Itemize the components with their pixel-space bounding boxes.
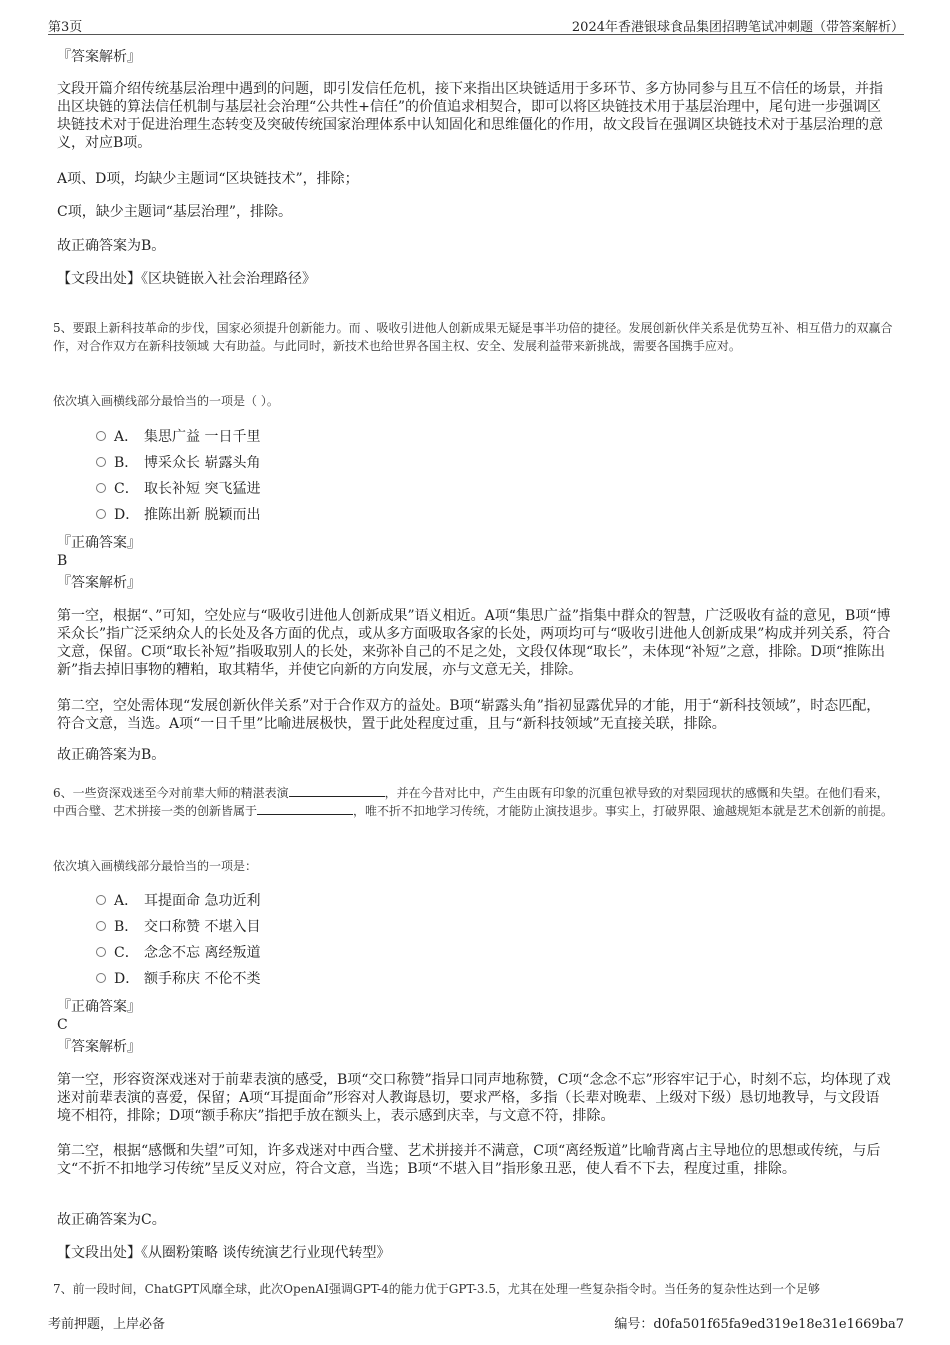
document-id: 编号：d0fa501f65fa9ed319e18e31e1669ba7 [614, 1317, 904, 1332]
radio-icon[interactable] [96, 921, 106, 931]
radio-icon[interactable] [96, 431, 106, 441]
q5-option-a[interactable]: A． 集思广益 一日千里 [96, 427, 260, 447]
correct-answer: C [57, 1017, 68, 1033]
question-6-prompt: 依次填入画横线部分最恰当的一项是： [53, 859, 258, 873]
answer-summary: 故正确答案为C。 [57, 1212, 166, 1228]
analysis-paragraph: 第一空，根据“、”可知，空处应与“吸收引进他人创新成果”语义相近。A项“集思广益”指集中群众的智慧，广泛吸收有益的意见，B项“博采众长”指广泛采纳众人的长处及各方面的优点，或从多方面吸取各家的长处，两项均可与“吸收引进他人创新成果”构成并列关系，符合文意，保留。C项“取长补短”指吸取别人的长处，来弥补自己的不足之处，文段仅体现“取长”，未体现“补短”之意，排除。D项“推陈出新”指去掉旧事物的糟粕，取其精华，并使它向新的方向发展，亦与文意无关，排除。 [57, 608, 891, 678]
analysis-label: 『答案解析』 [57, 1039, 141, 1055]
radio-icon[interactable] [96, 895, 106, 905]
radio-icon[interactable] [96, 483, 106, 493]
analysis-paragraph: 第一空，形容资深戏迷对于前辈表演的感受，B项“交口称赞”指异口同声地称赞，C项“念念不忘”形容牢记于心，时刻不忘，均体现了戏迷对前辈表演的喜爱，保留；A项“耳提面命”形容对人教诲恳切，要求严格，多指（长辈对晚辈、上级对下级）恳切地教导，与文段语境不相符，排除；D项“额手称庆”指把手放在额头上，表示感到庆幸，与文意不符，排除。 [57, 1072, 891, 1124]
question-7-stem: 7、前一段时间，ChatGPT风靡全球，此次OpenAI强调GPT-4的能力优于GPT-3.5，尤其在处理一些复杂指令时。当任务的复杂性达到一个足够 [53, 1282, 821, 1296]
question-5-prompt: 依次填入画横线部分最恰当的一项是（ ）。 [53, 394, 279, 408]
correct-answer: B [57, 553, 68, 569]
analysis-paragraph: 第二空，空处需体现“发展创新伙伴关系”对于合作双方的益处。B项“崭露头角”指初显露优异的才能，用于“新科技领域”，时态匹配，符合文意，当选。A项“一日千里”比喻进展极快，置于此处程度过重，且与“新科技领域”无直接关联，排除。 [57, 698, 881, 732]
q5-option-d[interactable]: D． 推陈出新 脱颖而出 [96, 505, 260, 525]
analysis-paragraph: 文段开篇介绍传统基层治理中遇到的问题，即引发信任危机，接下来指出区块链适用于多环节、多方协同参与且互不信任的场景，并指出区块链的算法信任机制与基层社会治理“公共性+信任”的价值追求相契合，即可以将区块链技术用于基层治理中，尾句进一步强调区块链技术对于促进治理生态转变及突破传统国家治理体系中认知固化和思维僵化的作用，故文段旨在强调区块链技术对于基层治理的意义，对应B项。 [57, 81, 883, 151]
answer-summary: 故正确答案为B。 [57, 238, 166, 254]
q6-option-d[interactable]: D． 额手称庆 不伦不类 [96, 969, 260, 989]
q6-option-a[interactable]: A． 耳提面命 急功近利 [96, 891, 260, 911]
source-citation: 【文段出处】《区块链嵌入社会治理路径》 [57, 271, 316, 287]
fill-blank [289, 784, 385, 797]
analysis-paragraph: A项、D项，均缺少主题词“区块链技术”，排除； [57, 171, 359, 187]
q6-option-b[interactable]: B． 交口称赞 不堪入目 [96, 917, 260, 937]
analysis-paragraph: C项，缺少主题词“基层治理”，排除。 [57, 204, 293, 220]
source-citation: 【文段出处】《从圈粉策略 谈传统演艺行业现代转型》 [57, 1245, 391, 1261]
answer-summary: 故正确答案为B。 [57, 747, 166, 763]
analysis-label: 『答案解析』 [57, 575, 141, 591]
radio-icon[interactable] [96, 457, 106, 467]
question-5-stem: 5、要跟上新科技革命的步伐，国家必须提升创新能力。而 、吸收引进他人创新成果无疑是事半功倍的捷径。发展创新伙伴关系是优势互补、相互借力的双赢合作，对合作双方在新科技领域 大有助益。与此同时，新技术也给世界各国主权、安全、发展利益带来新挑战，需要各国携手应对。 [53, 321, 893, 353]
radio-icon[interactable] [96, 509, 106, 519]
radio-icon[interactable] [96, 947, 106, 957]
radio-icon[interactable] [96, 973, 106, 983]
analysis-label: 『答案解析』 [57, 49, 141, 65]
q6-option-c[interactable]: C． 念念不忘 离经叛道 [96, 943, 260, 963]
correct-answer-label: 『正确答案』 [57, 535, 141, 551]
q5-option-b[interactable]: B． 博采众长 崭露头角 [96, 453, 260, 473]
page-header [48, 14, 904, 35]
q5-option-c[interactable]: C． 取长补短 突飞猛进 [96, 479, 260, 499]
analysis-paragraph: 第二空，根据“感慨和失望”可知，许多戏迷对中西合璧、艺术拼接并不满意，C项“离经叛道”比喻背离占主导地位的思想或传统，与后文“不折不扣地学习传统”呈反义对应，符合文意，当选；B项“不堪入目”指形象丑恶，使人看不下去，程度过重，排除。 [57, 1143, 881, 1177]
question-6-stem: 6、一些资深戏迷至今对前辈大师的精湛表演 ，并在今昔对比中，产生由既有印象的沉重包袱导致的对梨园现状的感慨和失望。在他们看来，中西合璧、艺术拼接一类的创新皆属于 ，唯不折不扣地学习传统，才能防止演技退步。事实上，打破界限、逾越规矩本就是艺术创新的前提。 [53, 786, 894, 818]
document-title: 2024年香港银球食品集团招聘笔试冲刺题（带答案解析） [571, 20, 904, 35]
footer-slogan: 考前押题，上岸必备 [48, 1317, 166, 1332]
fill-blank [257, 802, 353, 815]
page-number: 第3页 [48, 20, 83, 35]
correct-answer-label: 『正确答案』 [57, 999, 141, 1015]
